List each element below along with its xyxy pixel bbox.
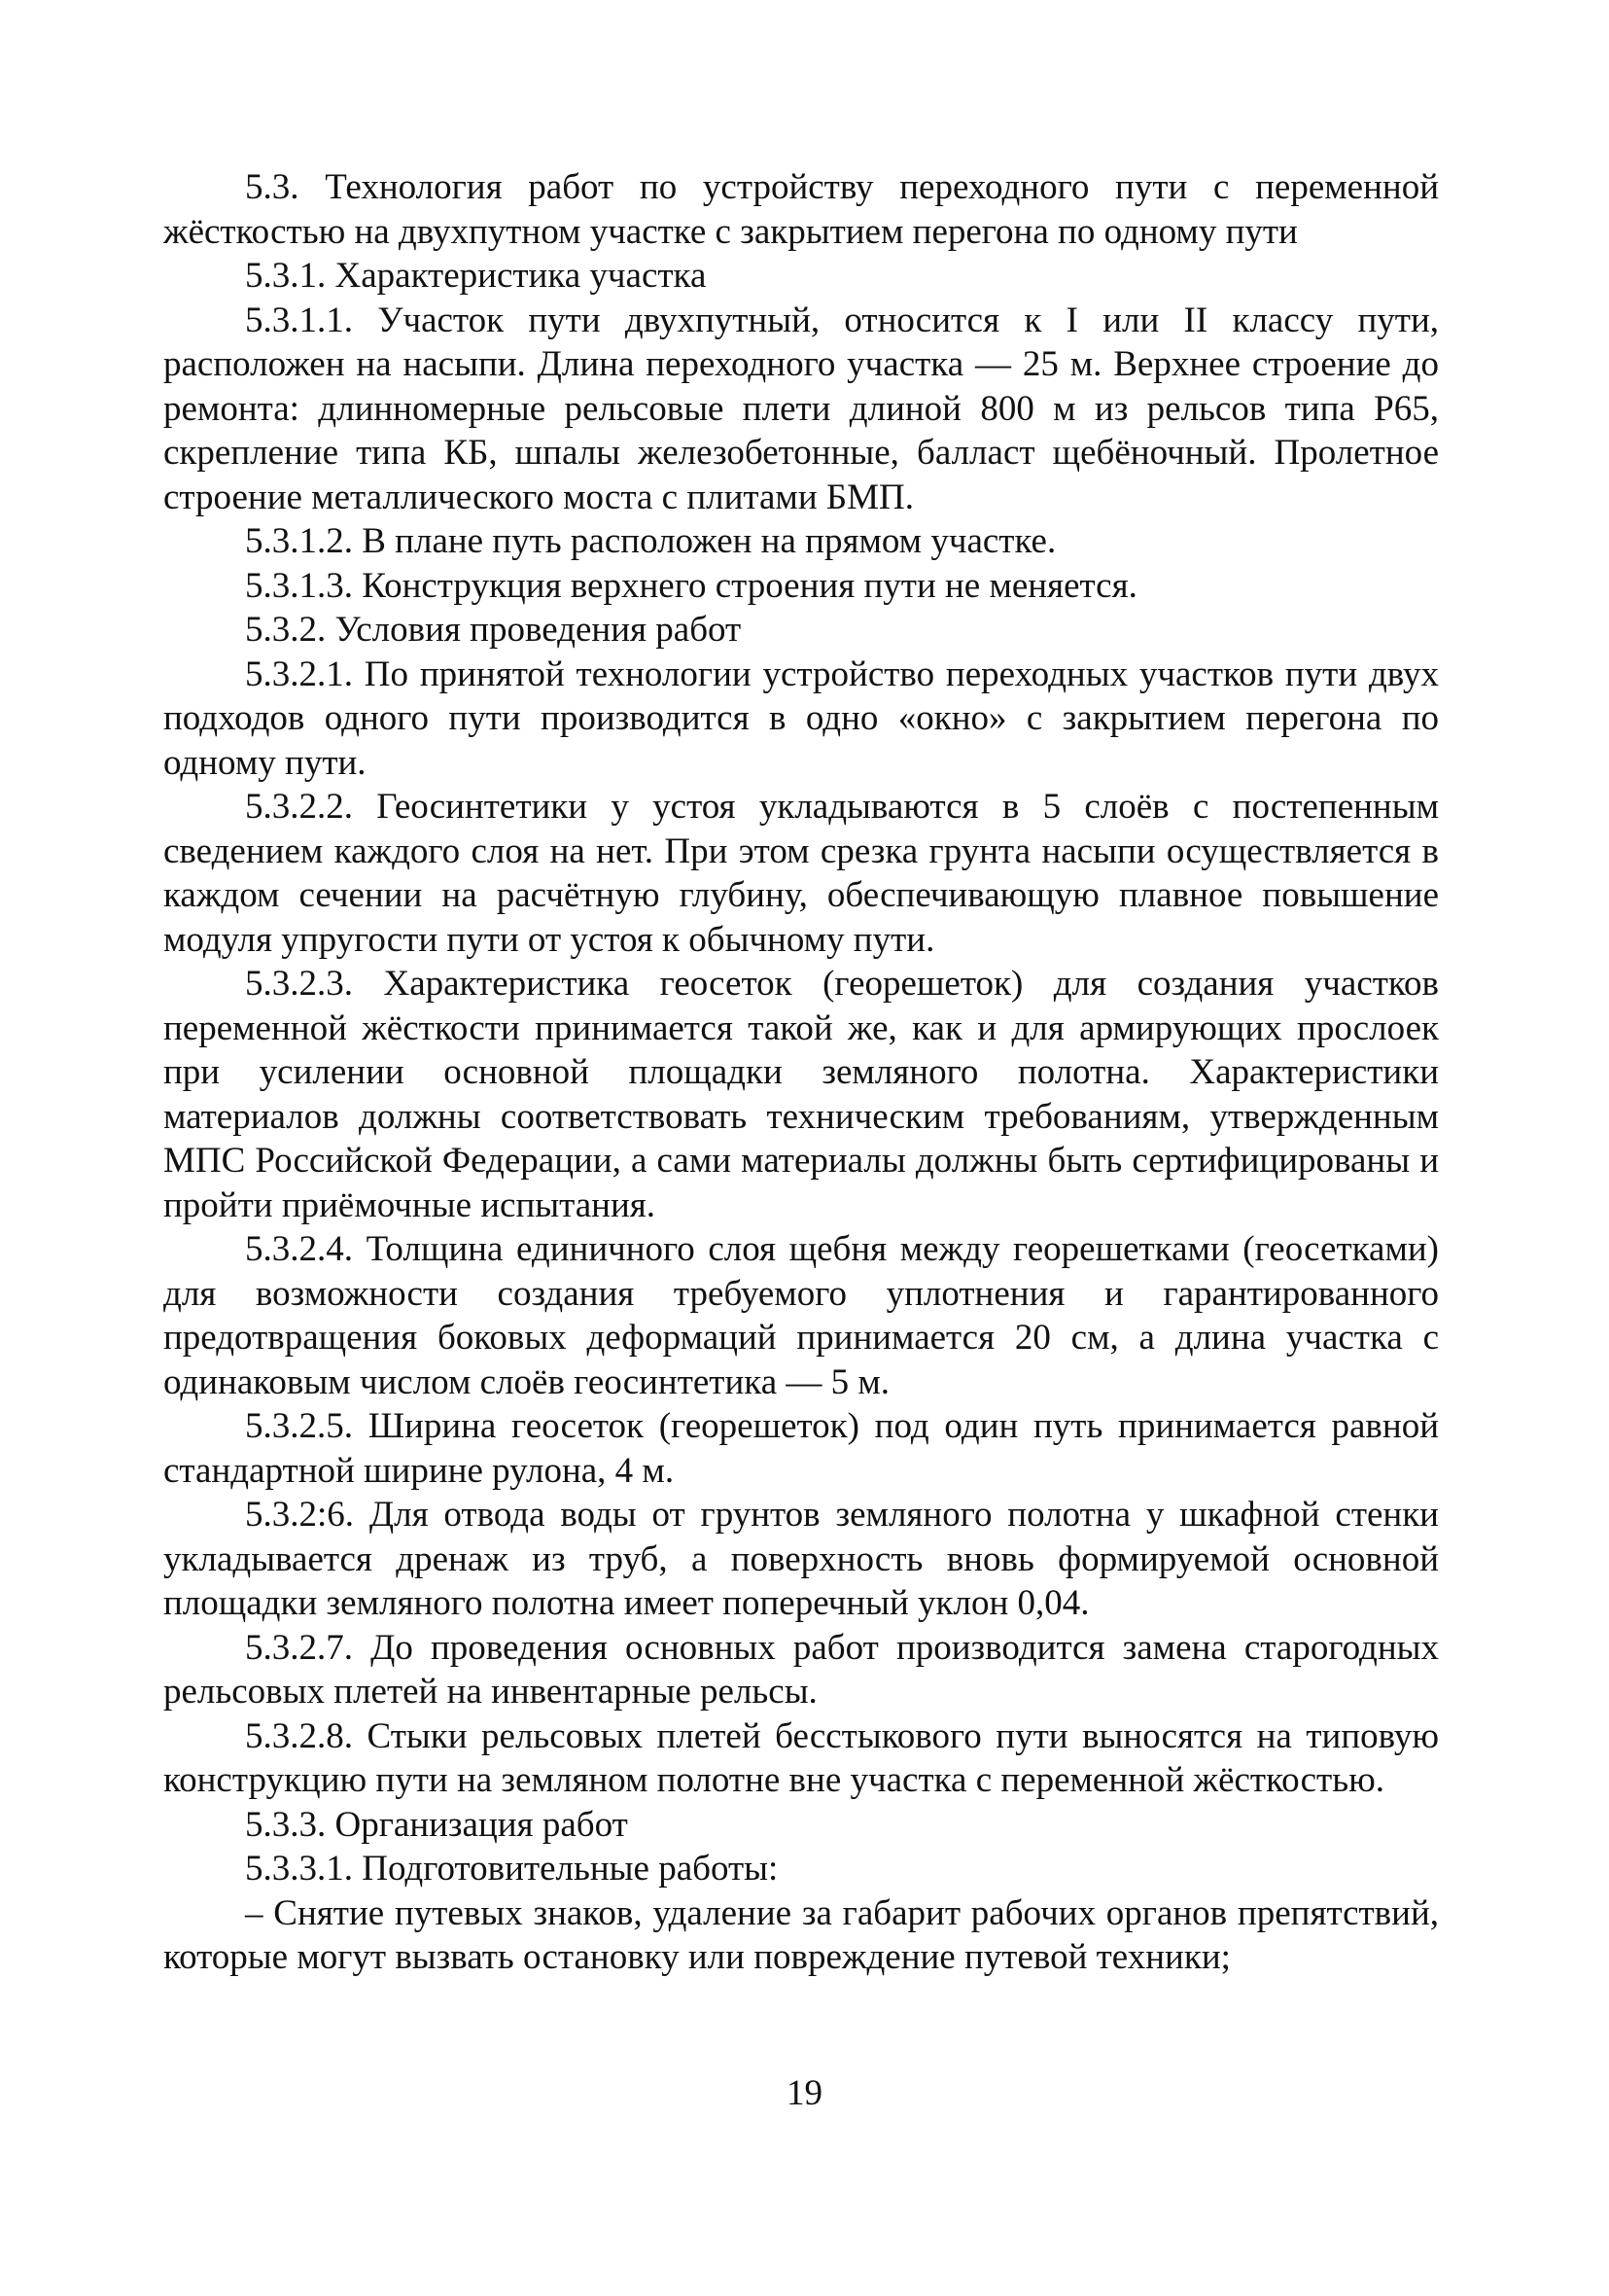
paragraph-5-3-1-1: 5.3.1.1. Участок пути двухпутный, относится к I или II классу пути, расположен на насыпи. Длина переходного участка — 25 м. Верхнее строение до ремонта: длинномерные рельсовые плети длиной 800 м из рельсов типа Р65, скрепление типа КБ, шпалы железобетонные, балласт щебёночный. Пролетное строение металлического моста с плитами БМП. (163, 300, 1439, 517)
paragraph-5-3-2-2: 5.3.2.2. Геосинтетики у устоя укладываются в 5 слоёв с постепенным сведением каждого слоя на нет. При этом срезка грунта насыпи осуществляется в каждом сечении на расчётную глубину, обеспечивающую плавное повышение модуля упругости пути от устоя к обычному пути. (163, 787, 1439, 960)
heading-5-3: 5.3. Технология работ по устройству переходного пути с переменной жёсткостью на двухпутном участке с закрытием перегона по одному пути (163, 167, 1439, 252)
paragraph-5-3-2-5: 5.3.2.5. Ширина геосеток (георешеток) под один путь принимается равной стандартной ширине рулона, 4 м. (163, 1406, 1439, 1491)
paragraph-5-3-1-3: 5.3.1.3. Конструкция верхнего строения пути не меняется. (245, 565, 1137, 606)
paragraph-5-3-2-1: 5.3.2.1. По принятой технологии устройство переходных участков пути двух подходов одного пути производится в одно «окно» с закрытием перегона по одному пути. (163, 653, 1439, 783)
paragraph-5-3-2-8: 5.3.2.8. Стыки рельсовых плетей бесстыкового пути выносятся на типовую конструкцию пути на земляном полотне вне участка с переменной жёсткостью. (163, 1715, 1439, 1800)
heading-5-3-2: 5.3.2. Условия проведения работ (245, 610, 742, 650)
paragraph-5-3-2-7: 5.3.2.7. До проведения основных работ производится замена старогодных рельсовых плетей на инвентарные рельсы. (163, 1627, 1439, 1712)
heading-5-3-3: 5.3.3. Организация работ (245, 1804, 628, 1845)
paragraph-5-3-2-3: 5.3.2.3. Характеристика геосеток (георешеток) для создания участков переменной жёсткости принимается такой же, как и для армирующих прослоек при усилении основной площадки земляного полотна. Характеристики материалов должны соответствовать техническим требованиям, утвержденным МПС Российской Федерации, а сами материалы должны быть сертифицированы и пройти приёмочные испытания. (163, 964, 1439, 1225)
document-body (163, 165, 1439, 1980)
paragraph-5-3-1-2: 5.3.1.2. В плане путь расположен на прямом участке. (245, 521, 1057, 561)
list-item-dash: – Снятие путевых знаков, удаление за габарит рабочих органов препятствий, которые могут вызвать остановку или повреждение путевой техники; (163, 1892, 1439, 1977)
paragraph-5-3-2-6: 5.3.2:6. Для отвода воды от грунтов земляного полотна у шкафной стенки укладывается дренаж из труб, а поверхность вновь формируемой основной площадки земляного полотна имеет поперечный уклон 0,04. (163, 1495, 1439, 1623)
heading-5-3-1: 5.3.1. Характеристика участка (245, 256, 707, 296)
paragraph-5-3-2-4: 5.3.2.4. Толщина единичного слоя щебня между георешетками (геосетками) для возможности создания требуемого уплотнения и гарантированного предотвращения боковых деформаций принимается 20 см, а длина участка с одинаковым числом слоёв геосинтетика — 5 м. (163, 1229, 1439, 1402)
heading-5-3-3-1: 5.3.3.1. Подготовительные работы: (245, 1849, 779, 1889)
page-number: 19 (787, 2073, 822, 2113)
